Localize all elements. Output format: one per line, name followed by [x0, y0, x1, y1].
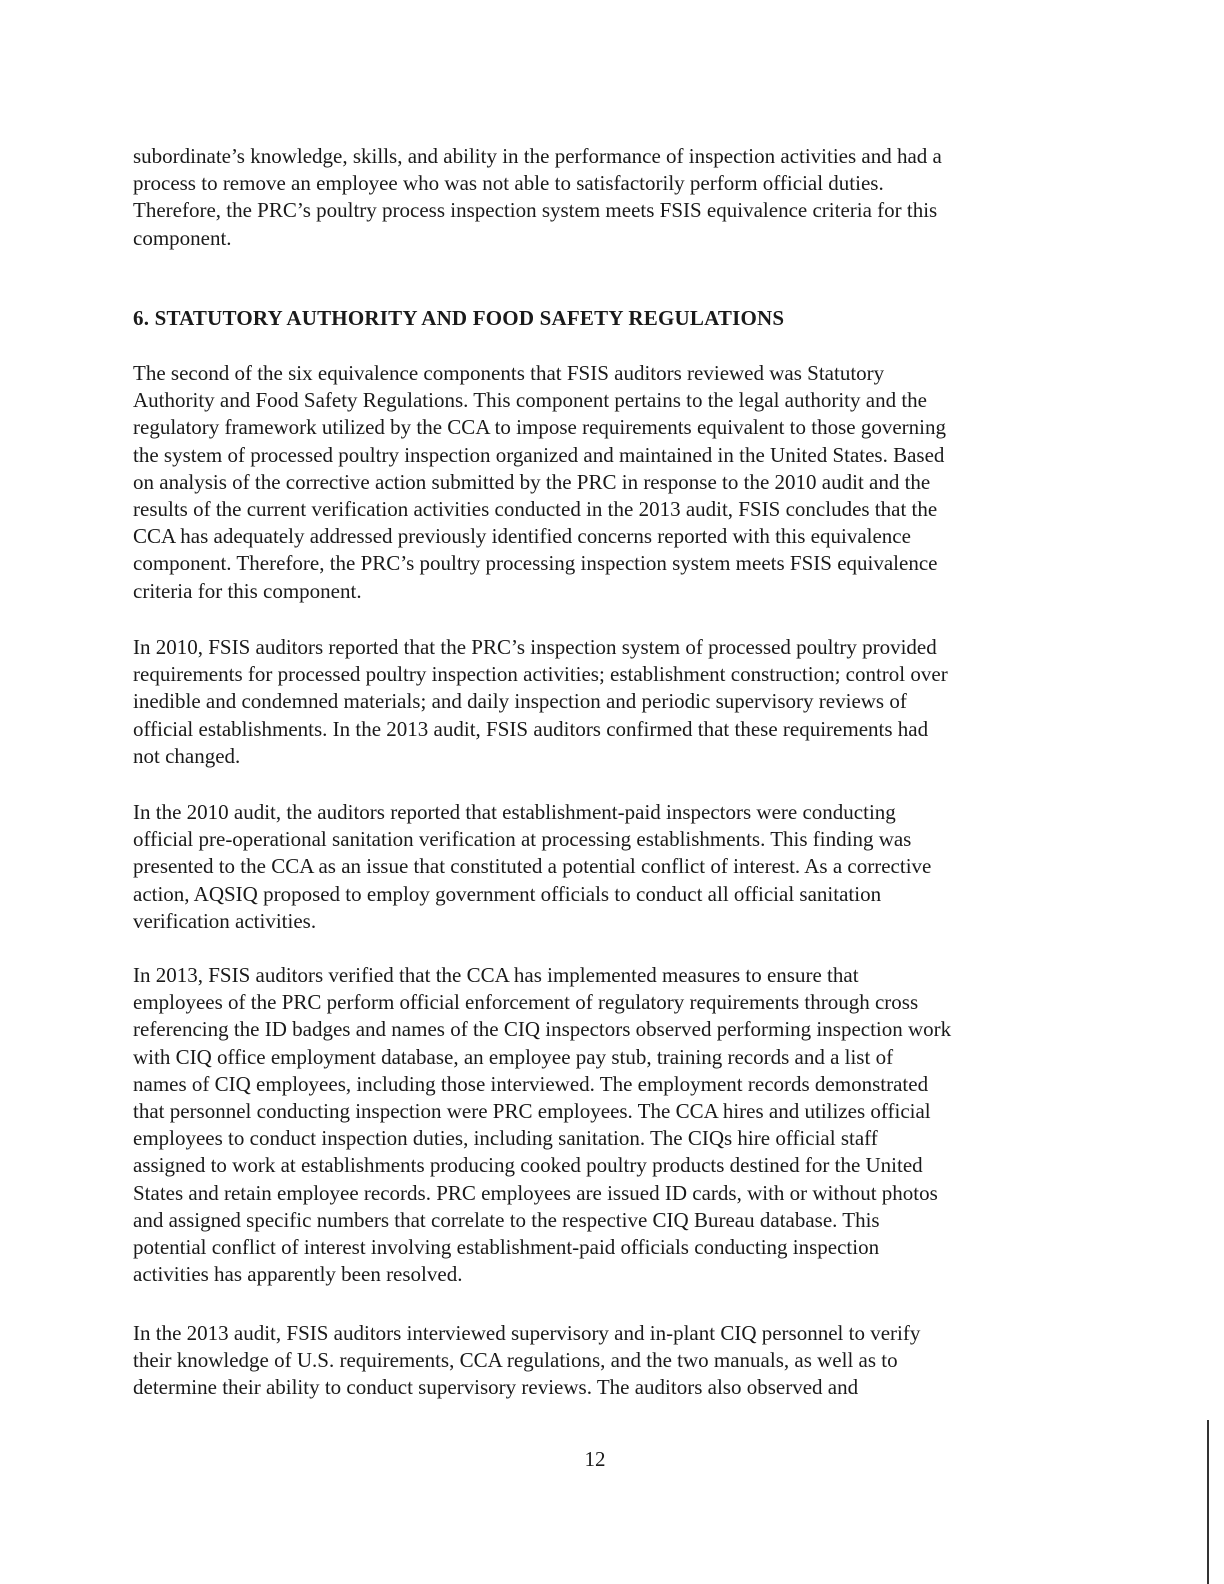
- text-line: and assigned specific numbers that correlate to the respective CIQ Bureau database. This: [133, 1207, 880, 1232]
- text-line: verification activities.: [133, 908, 317, 933]
- page-number: 12: [584, 1447, 606, 1471]
- section-heading: 6. STATUTORY AUTHORITY AND FOOD SAFETY REGULATIONS: [133, 306, 785, 330]
- text-line: regulatory framework utilized by the CCA to impose requirements equivalent to those governing: [133, 415, 946, 440]
- text-line: assigned to work at establishments producing cooked poultry products destined for the United: [133, 1153, 923, 1178]
- paragraph-2010-audit-finding: [133, 799, 1073, 935]
- text-line: referencing the ID badges and names of the CIQ inspectors observed performing inspection work: [133, 1017, 952, 1042]
- paragraph-2013-verification: [133, 962, 1073, 1288]
- text-line: on analysis of the corrective action submitted by the PRC in response to the 2010 audit and the: [133, 469, 931, 494]
- text-line: with CIQ office employment database, an employee pay stub, training records and a list of: [133, 1044, 894, 1069]
- text-line: potential conflict of interest involving establishment-paid officials conducting inspection: [133, 1235, 880, 1260]
- text-line: In 2013, FSIS auditors verified that the CCA has implemented measures to ensure that: [133, 963, 859, 987]
- text-line: The second of the six equivalence components that FSIS auditors reviewed was Statutory: [133, 361, 885, 385]
- text-line: determine their ability to conduct supervisory reviews. The auditors also observed and: [133, 1375, 859, 1400]
- text-line: subordinate’s knowledge, skills, and ability in the performance of inspection activities and had a: [133, 144, 942, 168]
- text-line: official pre-operational sanitation verification at processing establishments. This finding was: [133, 827, 912, 852]
- text-line: names of CIQ employees, including those interviewed. The employment records demonstrated: [133, 1071, 929, 1096]
- text-line: process to remove an employee who was not able to satisfactorily perform official duties.: [133, 171, 884, 196]
- text-line: component. Therefore, the PRC’s poultry processing inspection system meets FSIS equivalence: [133, 551, 938, 576]
- text-line: CCA has adequately addressed previously identified concerns reported with this equivalence: [133, 524, 911, 549]
- text-line: In 2010, FSIS auditors reported that the PRC’s inspection system of processed poultry provided: [133, 635, 937, 659]
- paragraph-statutory-authority: [133, 360, 1073, 605]
- text-line: In the 2010 audit, the auditors reported that establishment-paid inspectors were conducting: [133, 800, 896, 824]
- text-line: States and retain employee records. PRC employees are issued ID cards, with or without photos: [133, 1180, 938, 1205]
- paragraph-2010-requirements: [133, 634, 1073, 770]
- text-line: their knowledge of U.S. requirements, CCA regulations, and the two manuals, as well as to: [133, 1348, 898, 1373]
- text-line: Authority and Food Safety Regulations. This component pertains to the legal authority and the: [133, 388, 927, 413]
- text-line: not changed.: [133, 743, 241, 768]
- paragraph-2013-interviews: [133, 1320, 1073, 1402]
- text-line: results of the current verification activities conducted in the 2013 audit, FSIS concludes that the: [133, 497, 938, 522]
- paragraph-continuation: [133, 143, 1073, 252]
- text-line: In the 2013 audit, FSIS auditors interviewed supervisory and in-plant CIQ personnel to verify: [133, 1321, 921, 1345]
- text-line: component.: [133, 225, 232, 250]
- text-line: employees of the PRC perform official enforcement of regulatory requirements through cross: [133, 990, 919, 1015]
- text-line: employees to conduct inspection duties, including sanitation. The CIQs hire official staff: [133, 1126, 878, 1151]
- text-line: inedible and condemned materials; and daily inspection and periodic supervisory reviews of: [133, 689, 907, 714]
- text-line: presented to the CCA as an issue that constituted a potential conflict of interest. As a corrective: [133, 854, 932, 879]
- text-line: requirements for processed poultry inspection activities; establishment construction; control over: [133, 662, 948, 687]
- text-line: official establishments. In the 2013 audit, FSIS auditors confirmed that these requirements had: [133, 716, 929, 741]
- text-line: that personnel conducting inspection were PRC employees. The CCA hires and utilizes official: [133, 1099, 931, 1124]
- text-line: activities has apparently been resolved.: [133, 1262, 463, 1287]
- text-line: Therefore, the PRC’s poultry process inspection system meets FSIS equivalence criteria for this: [133, 198, 938, 223]
- scan-edge-line: [1207, 1420, 1209, 1584]
- text-line: criteria for this component.: [133, 578, 362, 603]
- text-line: the system of processed poultry inspection organized and maintained in the United States. Based: [133, 442, 945, 467]
- text-line: action, AQSIQ proposed to employ government officials to conduct all official sanitation: [133, 881, 882, 906]
